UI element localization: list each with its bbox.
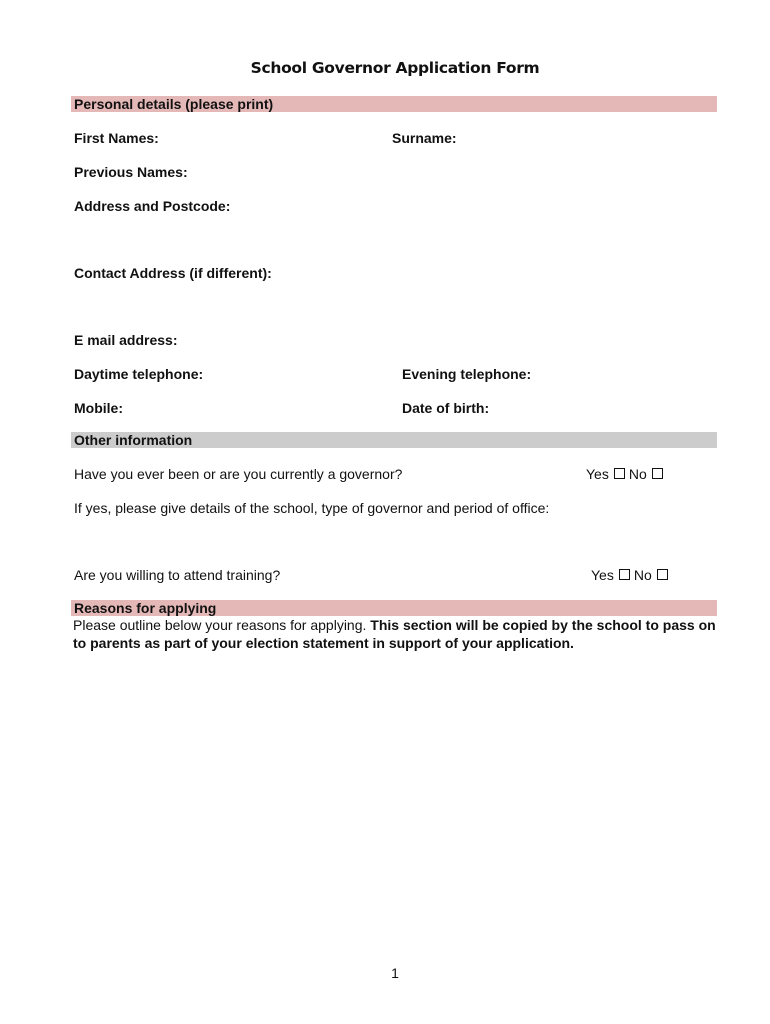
training-question: Are you willing to attend training? (74, 567, 281, 583)
contact-address-label: Contact Address (if different): (74, 265, 272, 281)
reasons-instructions (73, 616, 723, 652)
section-heading: Reasons for applying (74, 600, 217, 616)
first-names-label: First Names: (74, 130, 159, 146)
section-header-personal (71, 96, 717, 112)
governor-question: Have you ever been or are you currently a governor? (74, 466, 403, 482)
yes-checkbox[interactable] (614, 468, 625, 479)
no-checkbox[interactable] (652, 468, 663, 479)
yes-label: Yes (586, 466, 609, 482)
reasons-note: This section will be copied by the school to pass on to parents as part of your election statement in support of your application. (73, 617, 716, 651)
training-yes-no (591, 567, 672, 583)
governor-yes-no (586, 466, 667, 482)
form-title: School Governor Application Form (250, 59, 540, 77)
evening-phone-label: Evening telephone: (402, 366, 532, 382)
mobile-label: Mobile: (74, 400, 123, 416)
previous-names-label: Previous Names: (74, 164, 188, 180)
section-heading: Other information (74, 432, 193, 448)
governor-details-prompt: If yes, please give details of the school, type of governor and period of office: (74, 500, 550, 516)
no-label: No (628, 466, 647, 482)
no-label: No (633, 567, 652, 583)
page-number: 1 (391, 965, 399, 981)
section-header-reasons (71, 600, 717, 616)
yes-label: Yes (591, 567, 614, 583)
no-checkbox[interactable] (657, 569, 668, 580)
section-heading: Personal details (please print) (74, 96, 274, 112)
address-label: Address and Postcode: (74, 198, 231, 214)
reasons-intro: Please outline below your reasons for applying. (73, 617, 371, 633)
daytime-phone-label: Daytime telephone: (74, 366, 204, 382)
section-header-other (71, 432, 717, 448)
email-label: E mail address: (74, 332, 178, 348)
surname-label: Surname: (392, 130, 457, 146)
yes-checkbox[interactable] (619, 569, 630, 580)
dob-label: Date of birth: (402, 400, 490, 416)
